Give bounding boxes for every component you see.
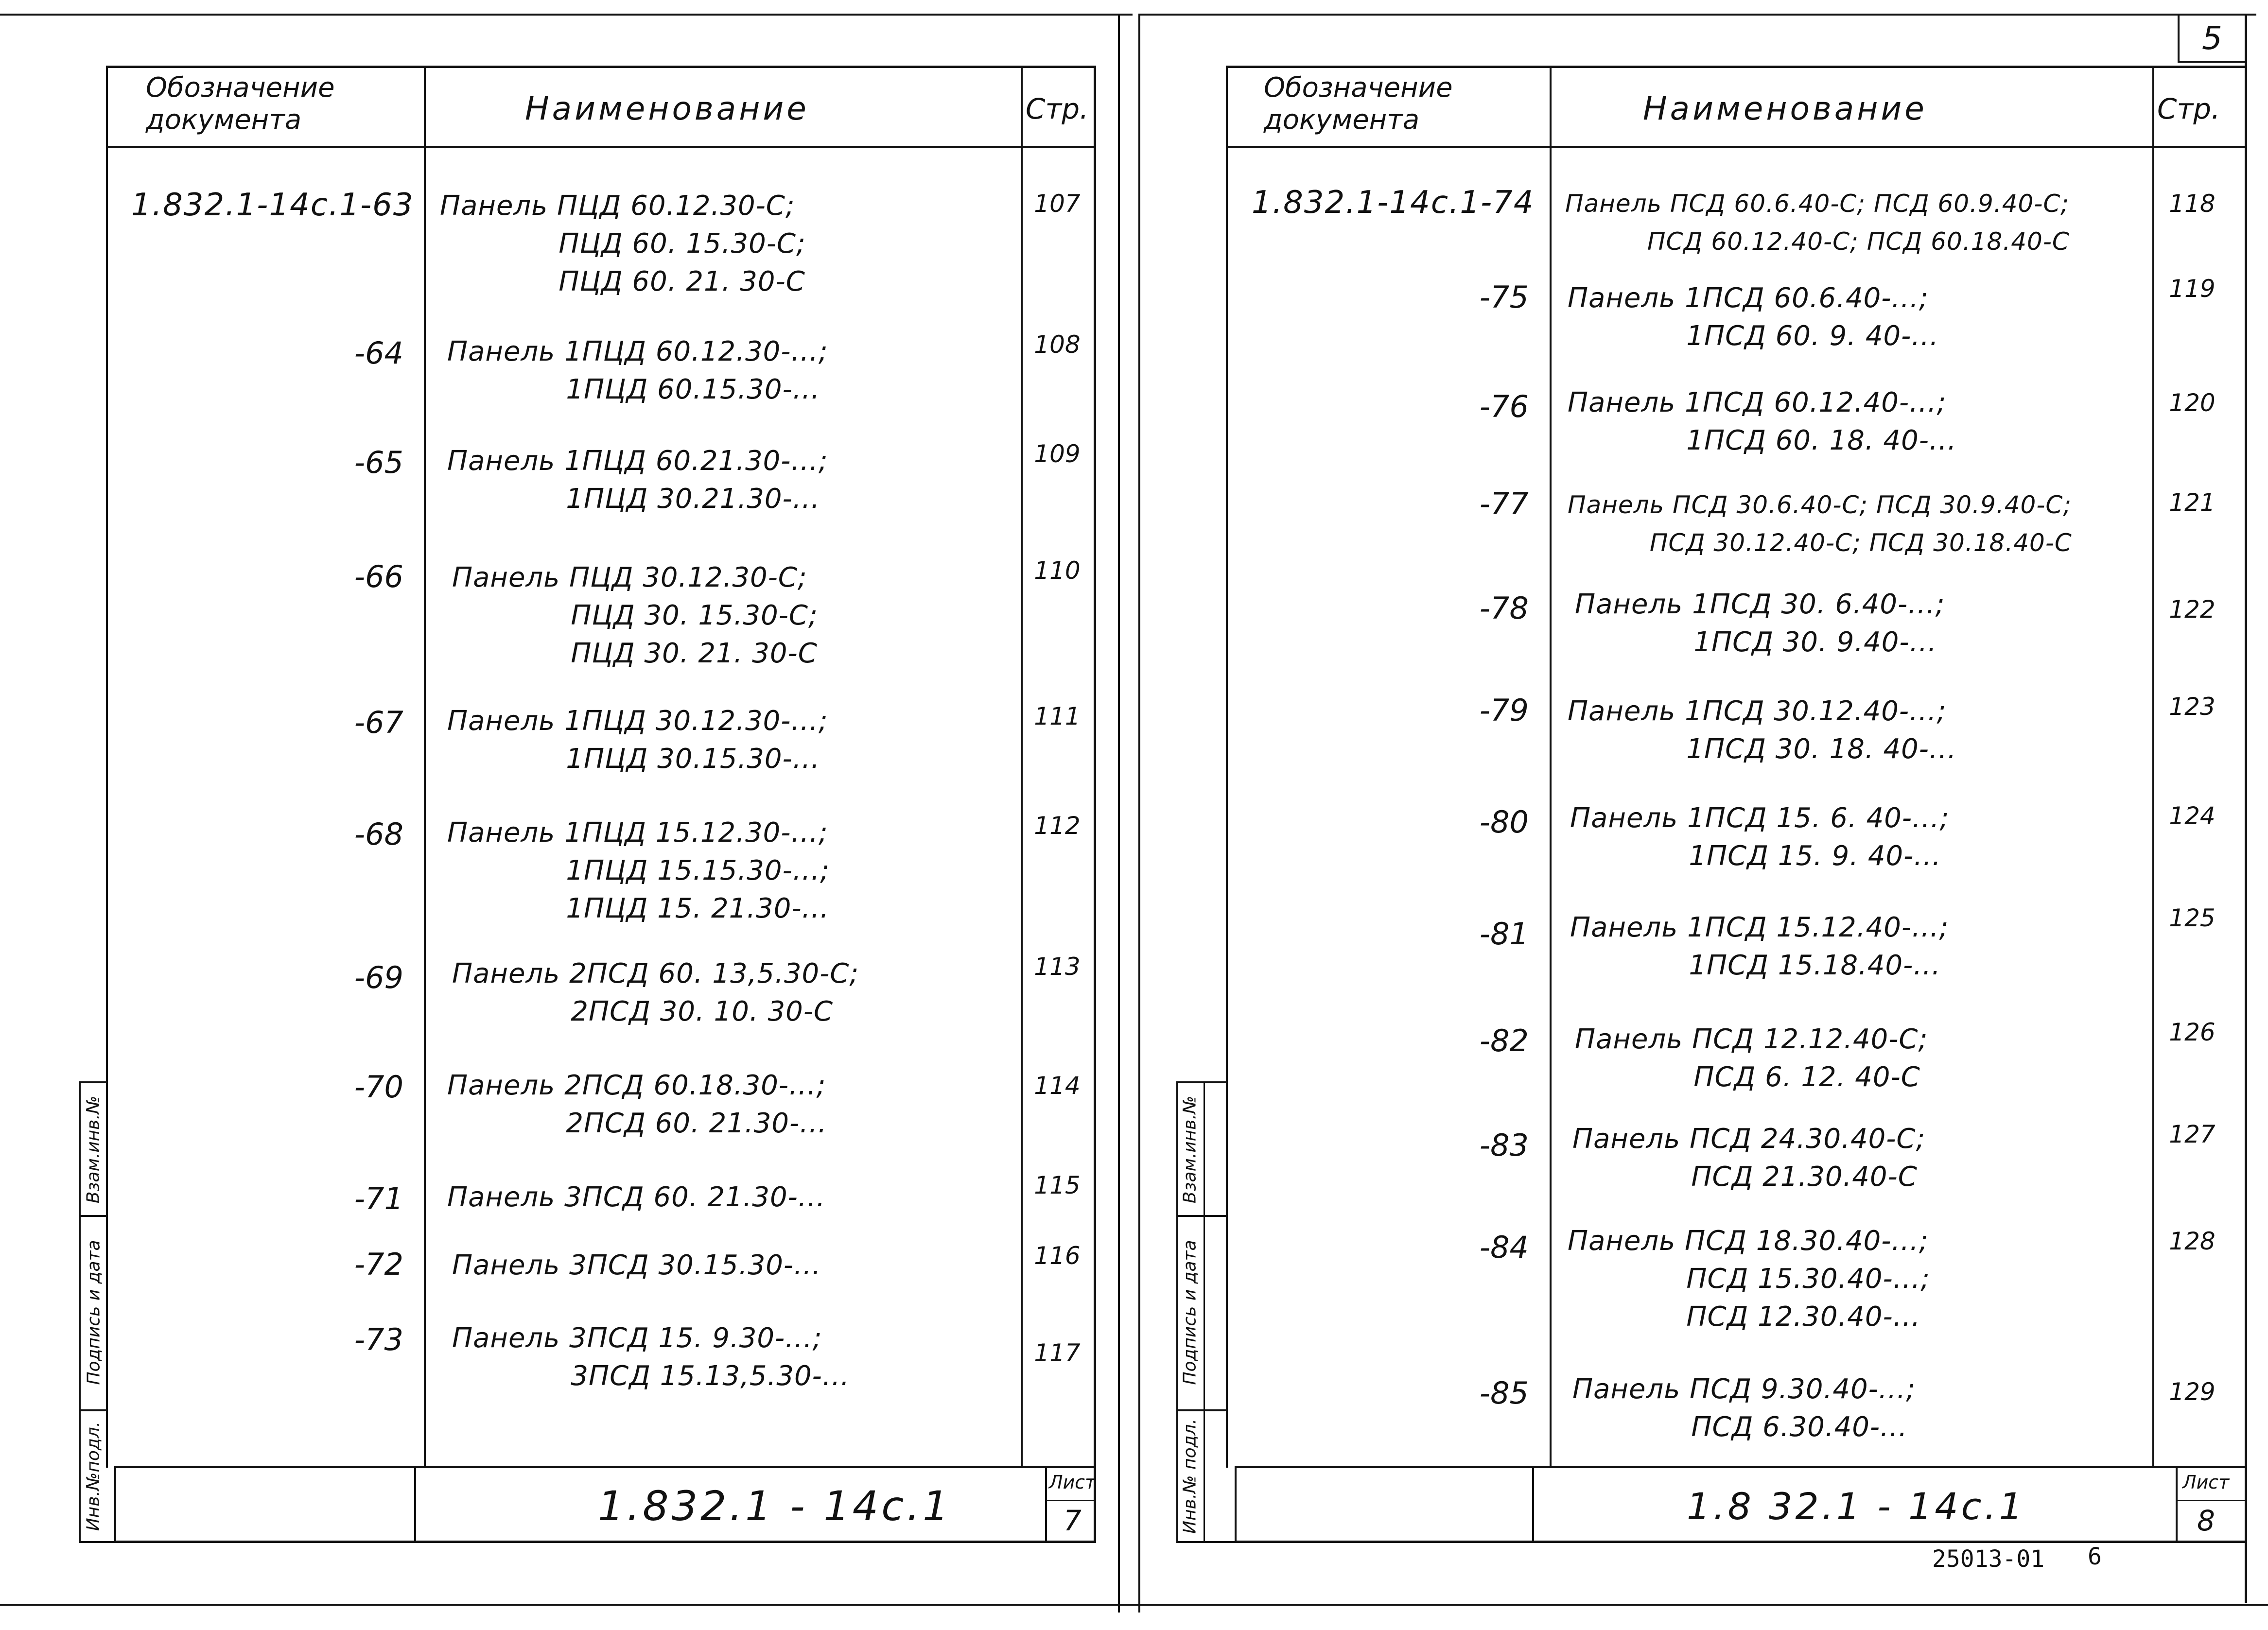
- right-row-code: -75: [1479, 279, 1529, 315]
- right-row-code: -83: [1479, 1127, 1529, 1163]
- right-row-name: Панель 1ПСД 30.12.40-...; 1ПСД 30. 18. 40-...: [1568, 695, 1957, 765]
- right-sheet-number: 8: [2197, 1504, 2215, 1537]
- left-row-name: Панель 3ПСД 30.15.30-...: [452, 1249, 821, 1281]
- left-stamp-inv-podl: Инв.№подл.: [83, 1421, 104, 1531]
- right-row-page: 124: [2169, 802, 2216, 830]
- right-row-page: 128: [2169, 1227, 2216, 1255]
- left-titleblock-bottom: [114, 1541, 1096, 1543]
- right-col-divider-2: [2152, 66, 2154, 1468]
- right-row-page: 129: [2169, 1378, 2216, 1406]
- left-row-code: -67: [354, 705, 403, 740]
- corner-page-number: 5: [2202, 19, 2222, 57]
- right-titleblock-top: [1235, 1466, 2246, 1468]
- left-titleblock-divider: [414, 1466, 416, 1541]
- left-row-name: Панель 2ПСД 60. 13,5.30-С; 2ПСД 30. 10. 30-С: [452, 958, 859, 1027]
- right-row-name: Панель ПСД 12.12.40-С; ПСД 6. 12. 40-С: [1575, 1023, 1928, 1093]
- right-header-bottom: [1226, 146, 2246, 148]
- right-sheet-label: Лист: [2182, 1472, 2230, 1493]
- right-row-code: -77: [1479, 486, 1529, 521]
- right-sheet-box-left: [2176, 1466, 2178, 1541]
- left-sheet-label: Лист: [1049, 1472, 1096, 1493]
- right-row-page: 126: [2169, 1018, 2216, 1046]
- right-stamp-inner: [1204, 1081, 1205, 1543]
- right-row-page: 123: [2169, 693, 2216, 721]
- right-row-name: Панель ПСД 9.30.40-...; ПСД 6.30.40-...: [1572, 1373, 1916, 1443]
- left-header-bottom: [106, 146, 1096, 148]
- left-row-name: Панель 2ПСД 60.18.30-...; 2ПСД 60. 21.30-...: [447, 1070, 827, 1139]
- right-row-name: Панель ПСД 24.30.40-С; ПСД 21.30.40-С: [1572, 1123, 1926, 1193]
- left-stamp-vzam: Взам.инв.№: [83, 1095, 104, 1204]
- left-header-page: Стр.: [1026, 92, 1089, 125]
- left-row-code: -66: [354, 559, 403, 594]
- right-row-code: -81: [1479, 916, 1529, 952]
- left-row-code: -65: [354, 445, 403, 480]
- right-row-page: 119: [2169, 275, 2216, 303]
- right-row-page: 122: [2169, 595, 2216, 624]
- right-row-code: -82: [1479, 1023, 1529, 1058]
- right-sheet-box-divider: [2176, 1500, 2246, 1501]
- right-row-name: Панель ПСД 60.6.40-С; ПСД 60.9.40-С; ПСД 60.12.40-С; ПСД 60.18.40-С: [1565, 190, 2070, 256]
- right-row-page: 118: [2169, 190, 2216, 218]
- right-row-code: -85: [1479, 1375, 1529, 1411]
- order-number: 25013-01: [1932, 1545, 2045, 1573]
- left-col-divider-2: [1021, 66, 1023, 1468]
- left-row-name: Панель 3ПСД 60. 21.30-...: [447, 1181, 826, 1213]
- left-frame-top: [106, 66, 1096, 68]
- left-row-page: 112: [1034, 812, 1081, 840]
- left-row-page: 110: [1034, 556, 1081, 585]
- left-frame-left: [106, 66, 108, 1468]
- right-row-page: 125: [2169, 904, 2216, 932]
- right-row-code: 1.832.1-14с.1-74: [1252, 185, 1535, 221]
- right-row-name: Панель ПСД 18.30.40-...; ПСД 15.30.40-...; ПСД 12.30.40-...: [1568, 1225, 1931, 1333]
- left-row-page: 115: [1034, 1171, 1081, 1199]
- right-titleblock-divider: [1532, 1466, 1534, 1541]
- right-titleblock-left: [1235, 1466, 1237, 1541]
- left-row-page: 109: [1034, 440, 1081, 468]
- sheet-fold-line: [1118, 14, 1120, 1613]
- left-frame-right: [1094, 66, 1096, 1543]
- left-header-name: Наименование: [525, 90, 809, 127]
- left-sheet-top-border: [0, 14, 1133, 16]
- left-row-code: -72: [354, 1247, 403, 1282]
- right-header-designation: Обозначение документа: [1264, 72, 1453, 136]
- right-stamp-vzam: Взам.инв.№: [1180, 1095, 1200, 1204]
- left-row-page: 114: [1034, 1072, 1081, 1100]
- left-titleblock-left: [114, 1466, 116, 1541]
- right-row-code: -79: [1479, 693, 1529, 728]
- right-footer-code: 1.8 32.1 - 14с.1: [1687, 1485, 2025, 1528]
- right-row-page: 121: [2169, 488, 2216, 517]
- right-row-page: 127: [2169, 1120, 2216, 1148]
- left-sheet-box-left: [1045, 1466, 1047, 1541]
- right-sheet-left-border: [1138, 14, 1140, 1613]
- left-row-page: 117: [1034, 1339, 1081, 1367]
- left-sheet-box-divider: [1045, 1500, 1096, 1501]
- album-sheet-number: 6: [2088, 1543, 2102, 1570]
- right-header-name: Наименование: [1643, 90, 1927, 127]
- right-row-name: Панель 1ПСД 15.12.40-...; 1ПСД 15.18.40-...: [1570, 912, 1949, 981]
- left-sheet-number: 7: [1064, 1504, 1082, 1537]
- left-row-name: Панель 1ПЦД 30.12.30-...; 1ПЦД 30.15.30-...: [447, 705, 828, 775]
- left-row-code: -68: [354, 816, 403, 852]
- left-row-name: Панель 1ПЦД 15.12.30-...; 1ПЦД 15.15.30-...; 1ПЦД 15. 21.30-...: [447, 817, 830, 924]
- left-stamp-outer: [79, 1081, 81, 1543]
- left-row-code: -71: [354, 1181, 403, 1216]
- right-col-divider-1: [1550, 66, 1552, 1468]
- left-row-name: Панель 1ПЦД 60.12.30-...; 1ПЦД 60.15.30-...: [447, 336, 828, 405]
- left-stamp-podpis: Подпись и дата: [84, 1240, 104, 1385]
- left-row-page: 113: [1034, 953, 1081, 981]
- right-row-code: -78: [1479, 590, 1529, 626]
- left-row-name: Панель ПЦД 30.12.30-С; ПЦД 30. 15.30-С; ПЦД 30. 21. 30-С: [452, 562, 818, 669]
- left-row-name: Панель ПЦД 60.12.30-С; ПЦД 60. 15.30-С; ПЦД 60. 21. 30-С: [440, 190, 806, 297]
- right-stamp-inv-podl: Инв.№ подл.: [1180, 1419, 1200, 1534]
- right-row-code: -76: [1479, 389, 1529, 424]
- right-sheet-top-border: [1138, 14, 2256, 16]
- left-row-code: -69: [354, 960, 403, 995]
- left-row-code: -64: [354, 335, 403, 371]
- right-row-name: Панель ПСД 30.6.40-С; ПСД 30.9.40-С; ПСД 30.12.40-С; ПСД 30.18.40-С: [1568, 491, 2072, 557]
- right-sheet-right-border: [2245, 14, 2247, 1603]
- right-row-name: Панель 1ПСД 15. 6. 40-...; 1ПСД 15. 9. 40-...: [1570, 802, 1950, 872]
- corner-box-left: [2178, 14, 2180, 62]
- right-stamp-outer: [1176, 1081, 1178, 1543]
- right-header-page: Стр.: [2157, 92, 2220, 125]
- left-row-page: 107: [1034, 190, 1081, 218]
- right-frame-top: [1226, 66, 2246, 68]
- right-row-code: -84: [1479, 1230, 1529, 1265]
- right-stamp-podpis: Подпись и дата: [1180, 1240, 1200, 1385]
- left-row-code: -70: [354, 1069, 403, 1105]
- corner-box-bottom: [2178, 61, 2247, 63]
- left-row-page: 108: [1034, 330, 1081, 359]
- left-footer-code: 1.832.1 - 14с.1: [598, 1482, 952, 1530]
- right-row-code: -80: [1479, 804, 1529, 840]
- right-row-page: 120: [2169, 389, 2216, 417]
- left-row-page: 116: [1034, 1242, 1081, 1270]
- left-row-code: 1.832.1-14с.1-63: [131, 187, 414, 223]
- left-titleblock-top: [114, 1466, 1096, 1468]
- left-row-name: Панель 1ПЦД 60.21.30-...; 1ПЦД 30.21.30-...: [447, 445, 828, 515]
- right-row-name: Панель 1ПСД 60.12.40-...; 1ПСД 60. 18. 40-...: [1568, 387, 1957, 456]
- left-col-divider-1: [424, 66, 426, 1468]
- right-row-name: Панель 1ПСД 60.6.40-...; 1ПСД 60. 9. 40-...: [1568, 282, 1939, 352]
- right-frame-left: [1226, 66, 1228, 1468]
- left-header-designation: Обозначение документа: [146, 72, 335, 136]
- left-row-name: Панель 3ПСД 15. 9.30-...; 3ПСД 15.13,5.30-...: [452, 1322, 850, 1392]
- left-row-code: -73: [354, 1322, 403, 1357]
- bottom-sheet-line: [0, 1604, 2268, 1606]
- left-row-page: 111: [1034, 702, 1081, 730]
- right-row-name: Панель 1ПСД 30. 6.40-...; 1ПСД 30. 9.40-...: [1575, 589, 1945, 658]
